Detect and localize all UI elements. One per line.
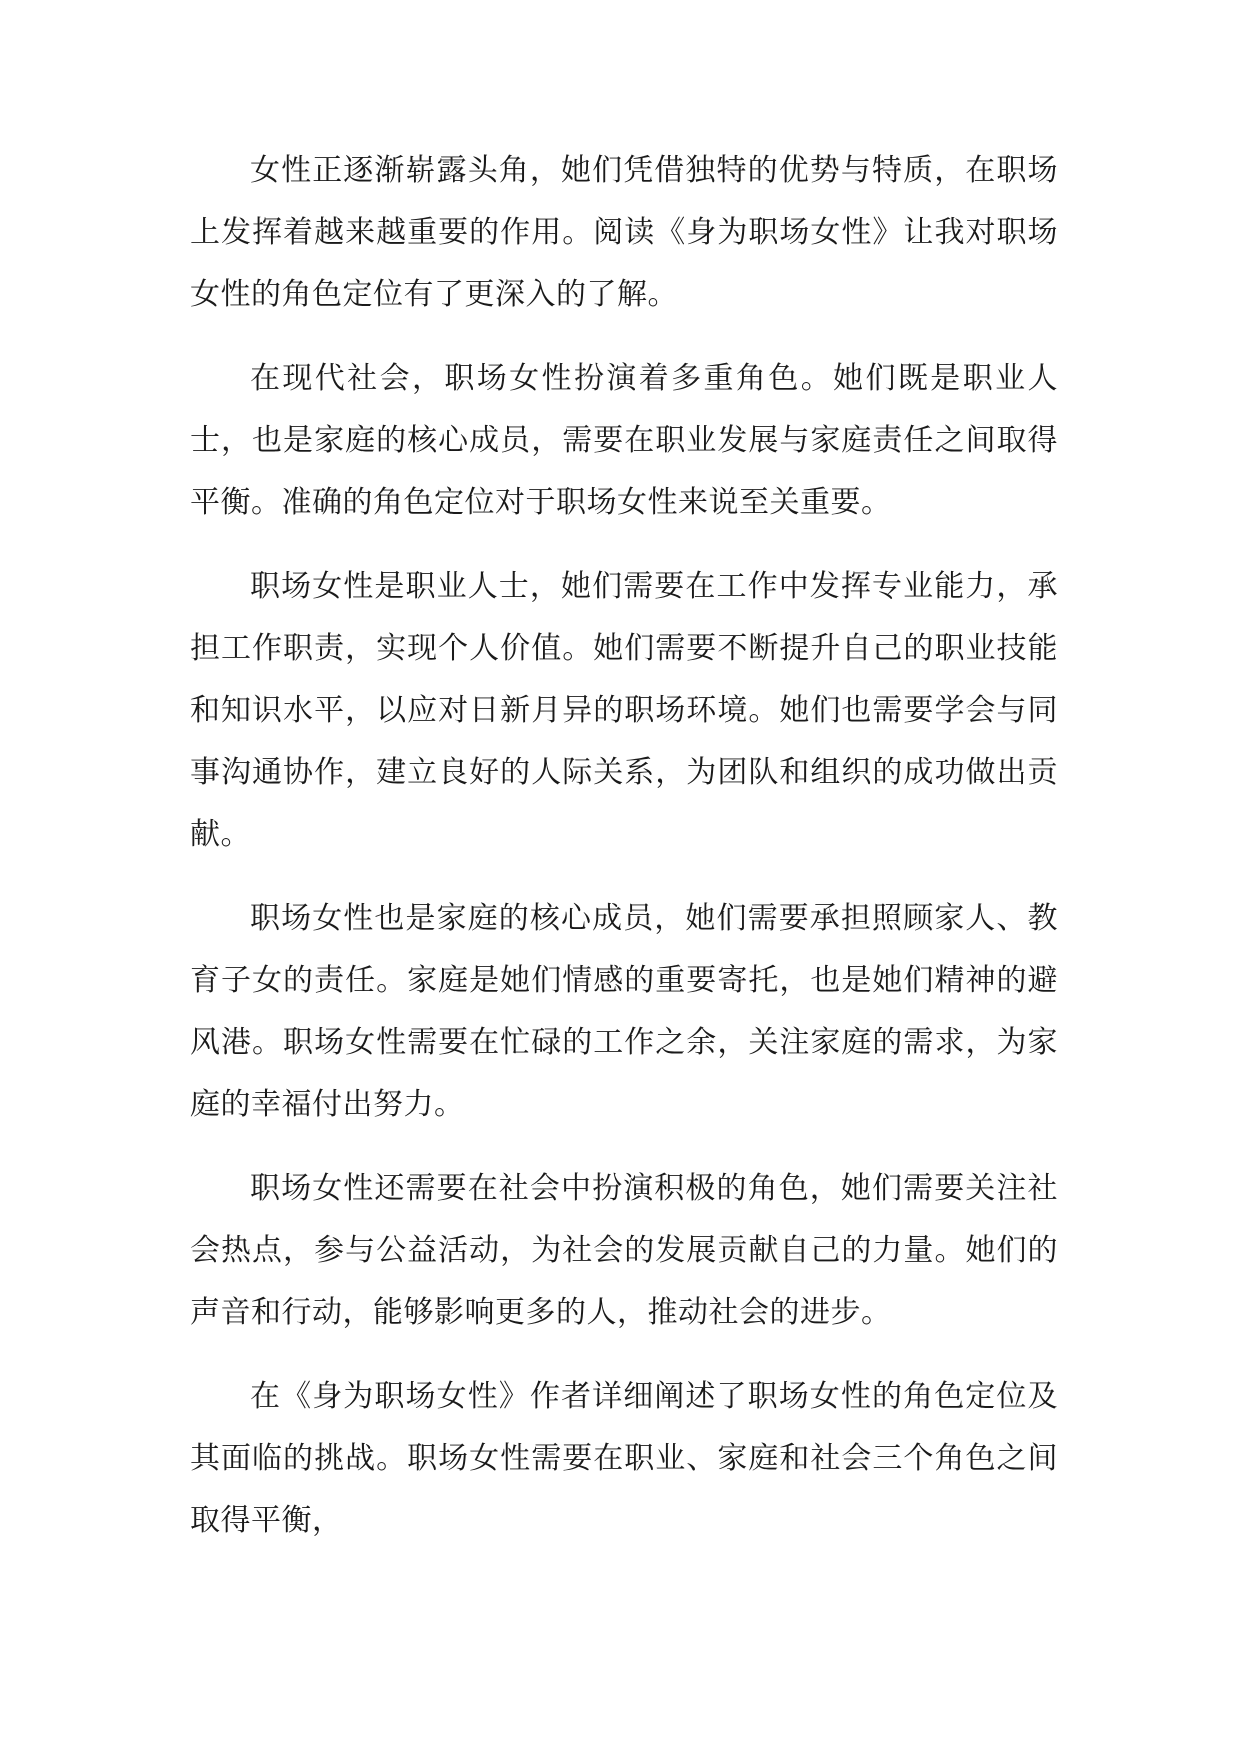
paragraph-book-summary: 在《身为职场女性》作者详细阐述了职场女性的角色定位及其面临的挑战。职场女性需要在职业、家庭和社会三个角色之间取得平衡，: [190, 1379, 1058, 1538]
paragraph-society: 职场女性还需要在社会中扮演积极的角色，她们需要关注社会热点，参与公益活动，为社会的发展贡献自己的力量。她们的声音和行动，能够影响更多的人，推动社会的进步。: [190, 1171, 1058, 1330]
paragraph-intro: 女性正逐渐崭露头角，她们凭借独特的优势与特质，在职场上发挥着越来越重要的作用。阅读《身为职场女性》让我对职场女性的角色定位有了更深入的了解。: [190, 153, 1058, 312]
paragraph-family: 职场女性也是家庭的核心成员，她们需要承担照顾家人、教育子女的责任。家庭是她们情感的重要寄托，也是她们精神的避风港。职场女性需要在忙碌的工作之余，关注家庭的需求，为家庭的幸福付出努力。: [190, 901, 1058, 1122]
paragraph-professional: 职场女性是职业人士，她们需要在工作中发挥专业能力，承担工作职责，实现个人价值。她们需要不断提升自己的职业技能和知识水平，以应对日新月异的职场环境。她们也需要学会与同事沟通协作，建立良好的人际关系，为团队和组织的成功做出贡献。: [190, 569, 1058, 852]
document-body: [190, 140, 1058, 1574]
paragraph-multiple-roles: 在现代社会，职场女性扮演着多重角色。她们既是职业人士，也是家庭的核心成员，需要在职业发展与家庭责任之间取得平衡。准确的角色定位对于职场女性来说至关重要。: [190, 361, 1058, 520]
